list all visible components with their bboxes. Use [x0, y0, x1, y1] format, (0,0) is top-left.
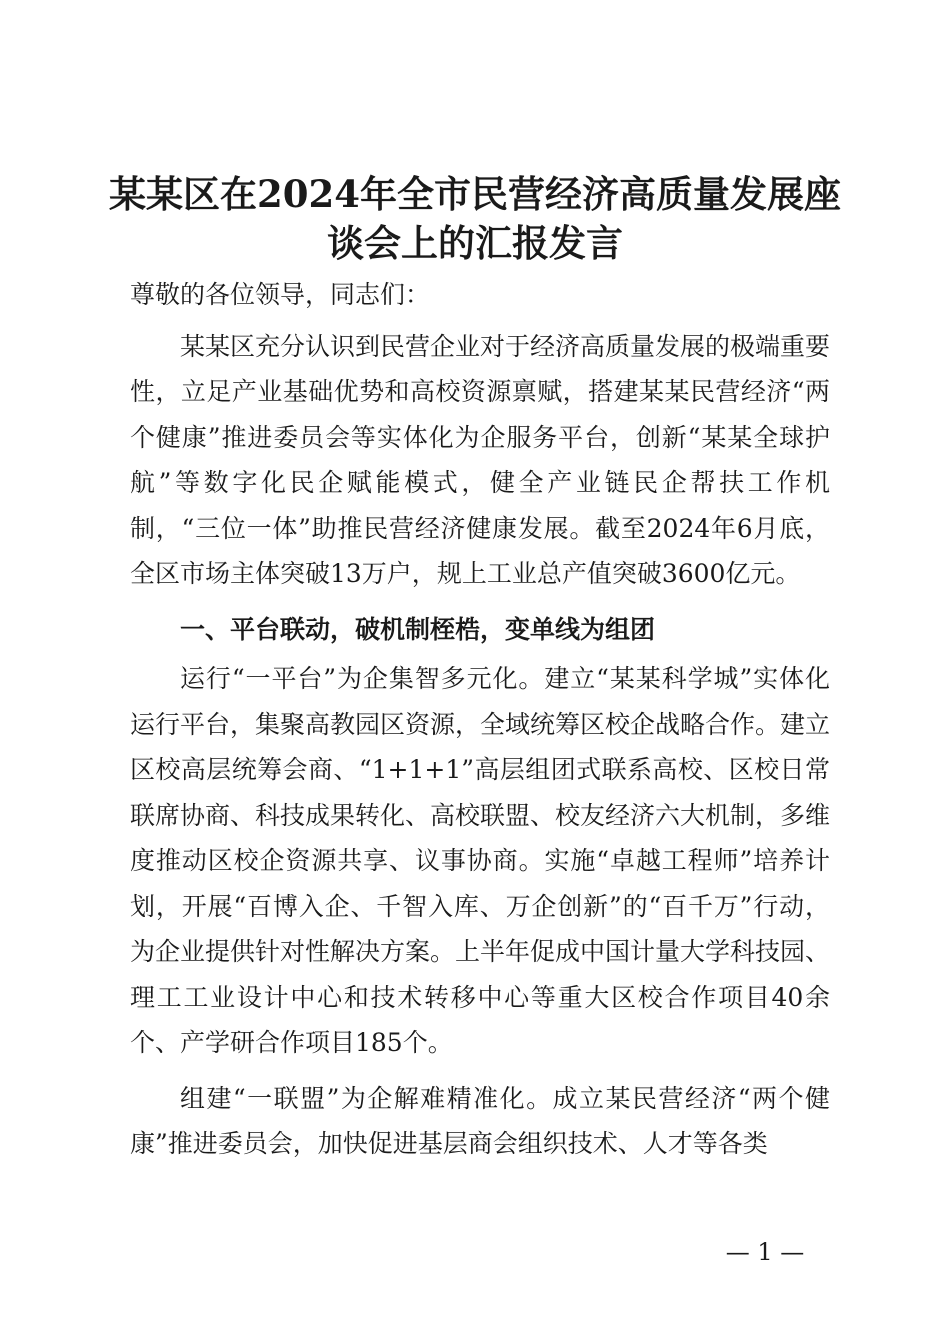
page-number: — 1 —: [725, 1238, 805, 1266]
paragraph-intro: 某某区充分认识到民营企业对于经济高质量发展的极端重要性，立足产业基础优势和高校资源禀赋，搭建某某民营经济“两个健康”推进委员会等实体化为企服务平台，创新“某某全球护航”等数字化民企赋能模式，健全产业链民企帮扶工作机制，“三位一体”助推民营经济健康发展。截至2024年6月底，全区市场主体突破13万户，规上工业总产值突破3600亿元。: [130, 331, 831, 588]
greeting: 尊敬的各位领导，同志们：: [130, 280, 431, 309]
paragraph-platform: 运行“一平台”为企集智多元化。建立“某某科学城”实体化运行平台，集聚高教园区资源，全域统筹区校企战略合作。建立区校高层统筹会商、“1+1+1”高层组团式联系高校、区校日常联席协商、科技成果转化、高校联盟、校友经济六大机制，多维度推动区校企资源共享、议事协商。实施“卓越工程师”培养计划，开展“百博入企、千智入库、万企创新”的“百千万”行动，为企业提供针对性解决方案。上半年促成中国计量大学科技园、理工工业设计中心和技术转移中心等重大区校合作项目40余个、产学研合作项目185个。: [130, 664, 831, 1057]
document-title-line-1: 某某区在2024年全市民营经济高质量发展座: [109, 172, 841, 216]
paragraph-alliance: 组建“一联盟”为企解难精准化。成立某民营经济“两个健康”推进委员会，加快促进基层商会组织技术、人才等各类: [130, 1083, 830, 1158]
section-heading: 一、平台联动，破机制桎梏，变单线为组团: [180, 614, 656, 644]
document-title-line-2: 谈会上的汇报发言: [327, 221, 623, 265]
document-body: [130, 272, 830, 1167]
